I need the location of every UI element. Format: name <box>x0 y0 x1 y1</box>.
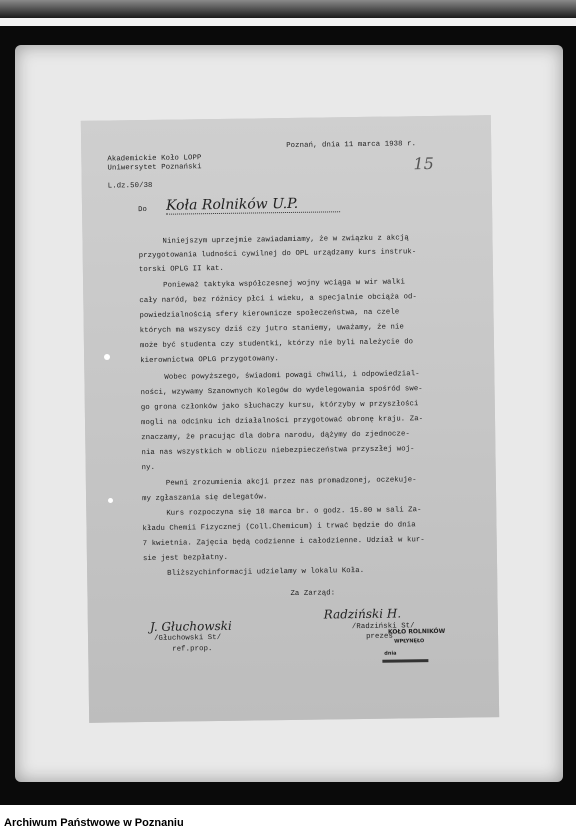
left-handwritten-signature: J. Głuchowski <box>149 618 232 634</box>
body-line: Wobec powyższego, świadomi powagi chwili, i odpowiedzial- <box>164 370 420 382</box>
body-line: Kurs rozpoczyna się 18 marca br. o godz. 15.00 w sali Za- <box>166 506 422 518</box>
body-line: powiedzialnością sfery kierownicze społeczeństwa, na czele <box>139 308 400 321</box>
stamp-line-1: KOŁO ROLNIKÓW <box>387 627 446 636</box>
punch-hole <box>104 354 110 360</box>
archive-name: Archiwum Państwowe w Poznaniu <box>4 817 184 829</box>
right-signatory-name: /Radziński St/ <box>351 622 415 632</box>
body-line: nia nas wszystkich w obliczu niebezpieczeństwa przyszłej woj- <box>141 445 415 458</box>
sender-line-1: Akademickie Koło LOPP <box>107 154 202 164</box>
sender-line-2: Uniwersytet Poznański <box>107 163 202 173</box>
right-signatory-role: prezes <box>365 632 393 641</box>
body-line: Pewni zrozumienia akcji przez nas promadzonej, oczekuje- <box>165 476 417 488</box>
body-line: znaczamy, że pracując dla dobra narodu, dążymy do zjednocze- <box>141 430 411 443</box>
body-line: kierownictwa OPLG przygotowany. <box>140 355 280 366</box>
page-number: 15 <box>413 153 434 174</box>
body-line: kładu Chemii Fizycznej (Coll.Chemicum) i trwać będzie do dnia <box>142 521 416 534</box>
body-line: Bliższychinformacji udzielamy w lokalu Koła. <box>167 566 365 578</box>
received-stamp <box>382 627 446 669</box>
recipient: Koła Rolników U.P. <box>166 195 340 214</box>
body-line: torski OPLG II kat. <box>138 264 225 275</box>
film-strip-stripe <box>0 18 576 26</box>
body-line: cały naród, bez różnicy płci i wieku, a specjalnie obciąża od- <box>139 293 418 306</box>
body-line: Ponieważ taktyka współczesnej wojny wciąga w wir walki <box>163 278 406 290</box>
body-line: przygotowania ludności cywilnej do OPL urządzamy kurs instruk- <box>138 248 417 261</box>
reference-number: L.dz.50/38 <box>107 181 153 191</box>
left-signatory-name: /Głuchowski St/ <box>154 633 222 643</box>
left-signatory-role: ref.prop. <box>172 645 213 654</box>
stamp-date-line <box>382 659 428 663</box>
body-line: sie jest bezpłatny. <box>142 553 229 564</box>
place-date: Poznań, dnia 11 marca 1938 r. <box>286 140 417 151</box>
film-strip-top <box>0 0 576 18</box>
body-line: my zgłaszania się delegatów. <box>142 493 268 504</box>
body-line: mogli na odcinku ich działalności przygotować obronę kraju. Za- <box>140 415 424 428</box>
for-board-label: Za Zarząd: <box>290 589 336 599</box>
punch-hole <box>108 498 113 503</box>
stamp-line-2: WPŁYNĘŁO <box>394 638 425 645</box>
address-to-label: Do <box>138 205 148 215</box>
stamp-line-3: dnia <box>384 650 397 657</box>
body-line: może być studenta czy studentki, którzy nie byli należycie do <box>139 338 414 351</box>
body-line: go grona członków jako słuchaczy kursu, którzyby w przyszłości <box>140 400 419 413</box>
body-line: których ma wszyscy dziś czy jutro staniemy, uważamy, że nie <box>139 323 405 336</box>
body-line: ny. <box>141 463 156 473</box>
right-handwritten-signature: Radziński H. <box>323 606 402 622</box>
letter-sheet <box>81 115 499 723</box>
body-line: 7 kwietnia. Zajęcia będą codzienne i całodzienne. Udział w kur- <box>142 536 425 549</box>
body-line: Niniejszym uprzejmie zawiadamiamy, że w związku z akcją <box>162 234 409 246</box>
body-line: ności, wzywamy Szanownych Kolegów do wydelegowania spośród swe- <box>140 385 423 398</box>
